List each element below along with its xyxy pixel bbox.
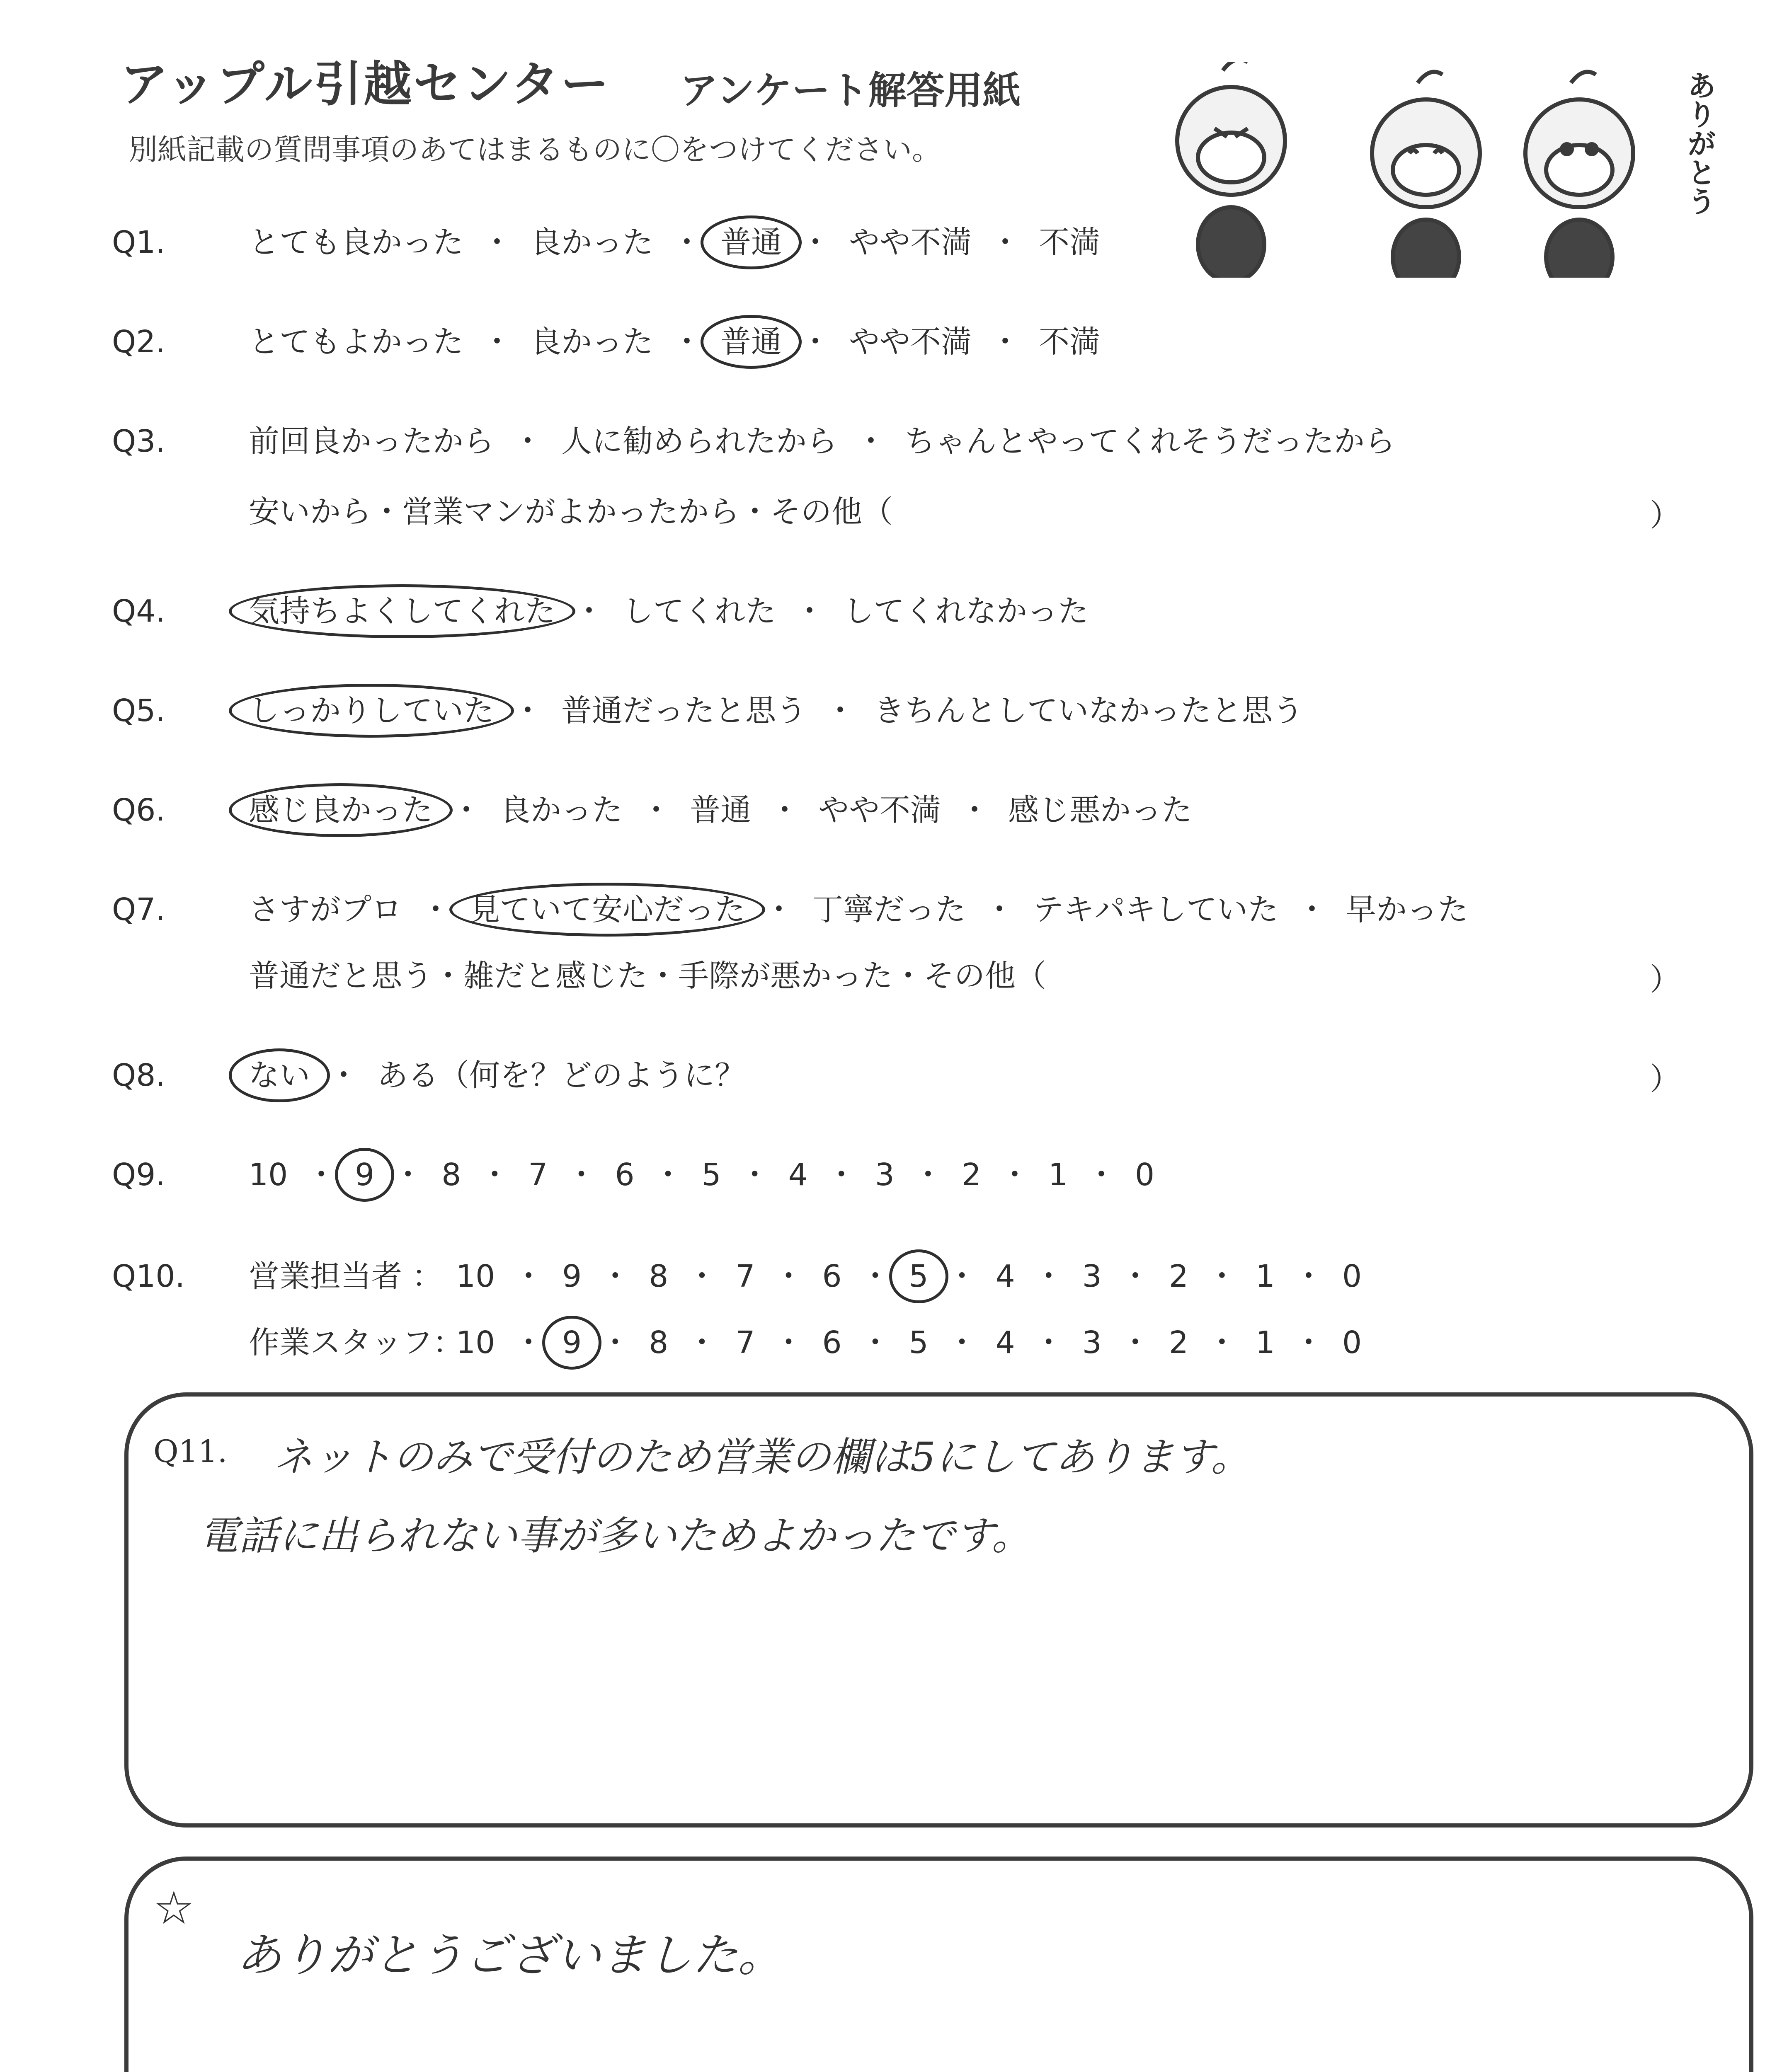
q10-sales-score[interactable]: 8	[649, 1259, 669, 1294]
question-q3: Q3. 前回良かったから ・ 人に勧められたから ・ ちゃんとやってくれそうだったから	[112, 421, 1395, 462]
q9-score[interactable]: 7	[528, 1157, 548, 1193]
q7-option[interactable]: 普通だと思う	[249, 958, 433, 994]
q6-option[interactable]: 感じ悪かった	[1008, 792, 1192, 828]
q1-option[interactable]: やや不満	[849, 225, 972, 260]
q10-sales-label: 営業担当者 ：	[249, 1259, 443, 1294]
q9-score[interactable]: 0	[1135, 1157, 1155, 1193]
question-number: Q9.	[112, 1157, 165, 1193]
q5-option-selected[interactable]: しっかりしていた	[249, 693, 494, 729]
q5-option[interactable]: きちんとしていなかったと思う	[874, 693, 1303, 729]
q6-option[interactable]: 普通	[690, 792, 751, 828]
thanks-comment-box[interactable]	[124, 1857, 1753, 2072]
question-number: Q10.	[112, 1259, 185, 1294]
q9-score[interactable]: 2	[961, 1157, 981, 1193]
q2-option[interactable]: とてもよかった	[249, 324, 463, 360]
question-number: Q1.	[112, 225, 165, 260]
q7-option[interactable]: さすがプロ	[249, 892, 402, 927]
q11-label: Q11.	[153, 1434, 228, 1469]
q10-sales-score[interactable]: 4	[995, 1259, 1015, 1294]
q8-option[interactable]: ある（何を？どのように？	[377, 1058, 745, 1093]
q10-sales-score[interactable]: 1	[1255, 1259, 1275, 1294]
question-number: Q5.	[112, 693, 165, 729]
q7-option[interactable]: テキパキしていた	[1033, 892, 1278, 927]
q10-staff-score[interactable]: 3	[1082, 1325, 1102, 1360]
q11-handwritten-line-2: 電話に出られない事が多いためよかったです。	[199, 1513, 1032, 1559]
question-q9: Q9. 10 ・ 9 ・ 8 ・ 7 ・ 6 ・ 5 ・ 4 ・ 3 ・ 2 ・ 1 ・ 0	[112, 1154, 1154, 1196]
question-number: Q8.	[112, 1058, 165, 1093]
q10-staff-score[interactable]: 10	[456, 1325, 495, 1360]
form-subtitle: アンケート解答用紙	[680, 68, 1021, 113]
question-q7-line2: 普通だと思う・雑だと感じた・手際が悪かった・その他（	[249, 958, 1046, 994]
q10-staff-score-selected[interactable]: 9	[562, 1325, 582, 1360]
q7-close-paren: ）	[1650, 962, 1680, 997]
q7-option-other[interactable]: その他（	[924, 958, 1046, 994]
q10-sales-score[interactable]: 2	[1169, 1259, 1188, 1294]
q9-score[interactable]: 5	[701, 1157, 721, 1193]
q4-option-selected[interactable]: 気持ちよくしてくれた	[249, 593, 555, 629]
q7-option[interactable]: 丁寧だった	[812, 892, 966, 927]
q1-option[interactable]: とても良かった	[249, 225, 463, 260]
question-q10-sales: Q10. 営業担当者 ： 10 ・ 9 ・ 8 ・ 7 ・ 6 ・ 5 ・ 4 ・ 3 ・ 2 ・ 1 ・ 0	[112, 1256, 1362, 1297]
q10-sales-score[interactable]: 3	[1082, 1259, 1102, 1294]
q10-sales-score[interactable]: 7	[735, 1259, 755, 1294]
q4-option[interactable]: してくれた	[623, 593, 776, 629]
q2-option[interactable]: 良かった	[531, 324, 653, 360]
q9-score[interactable]: 1	[1048, 1157, 1068, 1193]
mascot-monkeys-illustration	[1152, 62, 1724, 278]
question-number: Q3.	[112, 424, 165, 459]
thanks-handwritten-text: ありがとうございました。	[236, 1929, 783, 1982]
mascot-caption: ありがとう	[1683, 70, 1717, 215]
q3-option[interactable]: 営業マンがよかったから	[402, 494, 739, 530]
q3-option-selected[interactable]: 安いから	[249, 494, 371, 530]
q2-option[interactable]: 不満	[1039, 324, 1100, 360]
q1-option[interactable]: 良かった	[531, 225, 653, 260]
q1-option[interactable]: 不満	[1039, 225, 1100, 260]
q9-score[interactable]: 6	[615, 1157, 635, 1193]
q10-sales-score[interactable]: 10	[456, 1259, 495, 1294]
q2-option[interactable]: やや不満	[849, 324, 972, 360]
q6-option[interactable]: 良かった	[500, 792, 623, 828]
q9-score[interactable]: 8	[441, 1157, 461, 1193]
q7-option[interactable]: 手際が悪かった	[678, 958, 893, 994]
q10-staff-score[interactable]: 5	[909, 1325, 929, 1360]
form-title: アップル引越センター	[120, 56, 611, 112]
question-q6: Q6. 感じ良かった ・ 良かった ・ 普通 ・ やや不満 ・ 感じ悪かった	[112, 789, 1192, 831]
q3-close-paren: ）	[1650, 498, 1680, 533]
q10-sales-score[interactable]: 9	[562, 1259, 582, 1294]
q3-option[interactable]: 前回良かったから	[249, 424, 494, 459]
q7-option[interactable]: 早かった	[1346, 892, 1468, 927]
question-number: Q6.	[112, 792, 165, 828]
q8-option-selected[interactable]: ない	[249, 1058, 310, 1093]
q9-score[interactable]: 4	[788, 1157, 808, 1193]
question-q4: Q4. 気持ちよくしてくれた ・ してくれた ・ してくれなかった	[112, 591, 1089, 632]
q10-sales-score-selected[interactable]: 5	[909, 1259, 929, 1294]
q2-option-selected[interactable]: 普通	[720, 324, 782, 360]
q3-option[interactable]: 人に勧められたから	[561, 424, 837, 459]
question-number: Q2.	[112, 324, 165, 360]
q10-staff-score[interactable]: 1	[1255, 1325, 1275, 1360]
q7-option[interactable]: 雑だと感じた	[463, 958, 647, 994]
q9-score[interactable]: 10	[249, 1157, 288, 1193]
q3-option[interactable]: ちゃんとやってくれそうだったから	[904, 424, 1395, 459]
q10-staff-score[interactable]: 0	[1342, 1325, 1362, 1360]
q3-option-other[interactable]: その他（	[770, 494, 893, 530]
q8-close-paren: ）	[1650, 1061, 1680, 1097]
question-q5: Q5. しっかりしていた ・ 普通だったと思う ・ きちんとしていなかったと思う	[112, 690, 1303, 731]
question-q7: Q7. さすがプロ ・ 見ていて安心だった ・ 丁寧だった ・ テキパキしていた ・ 早かった	[112, 889, 1468, 930]
q7-option-selected[interactable]: 見ていて安心だった	[469, 892, 745, 927]
question-q3-line2: 安いから・営業マンがよかったから・その他（	[249, 494, 893, 530]
q9-score-selected[interactable]: 9	[355, 1157, 375, 1193]
q11-handwritten-line-1: ネットのみで受付のため営業の欄は5にしてあります。	[274, 1434, 1251, 1480]
q10-sales-score[interactable]: 6	[822, 1259, 842, 1294]
q6-option[interactable]: やや不満	[818, 792, 941, 828]
q5-option[interactable]: 普通だったと思う	[561, 693, 807, 729]
q10-staff-score[interactable]: 8	[649, 1325, 669, 1360]
form-instructions: 別紙記載の質問事項のあてはまるものに〇をつけてください。	[128, 133, 941, 167]
q10-staff-score[interactable]: 7	[735, 1325, 755, 1360]
question-q2: Q2. とてもよかった ・ 良かった ・ 普通 ・ やや不満 ・ 不満	[112, 321, 1100, 363]
q6-option-selected[interactable]: 感じ良かった	[249, 792, 433, 828]
question-number: Q4.	[112, 593, 165, 629]
q11-comment-box[interactable]	[124, 1392, 1753, 1828]
q10-staff-label: 作業スタッフ：	[249, 1325, 463, 1360]
question-q10-staff: 作業スタッフ：10 ・ 9 ・ 8 ・ 7 ・ 6 ・ 5 ・ 4 ・ 3 ・ 2 ・ 1 ・ 0	[112, 1322, 1362, 1363]
q9-score[interactable]: 3	[875, 1157, 895, 1193]
question-q1: Q1. とても良かった ・ 良かった ・ 普通 ・ やや不満 ・ 不満	[112, 222, 1100, 263]
star-icon: ☆	[153, 1881, 194, 1934]
q10-staff-score[interactable]: 2	[1169, 1325, 1188, 1360]
q10-staff-score[interactable]: 6	[822, 1325, 842, 1360]
question-number: Q7.	[112, 892, 165, 927]
question-q8: Q8. ない ・ ある（何を？どのように？	[112, 1055, 745, 1096]
q10-staff-score[interactable]: 4	[995, 1325, 1015, 1360]
q4-option[interactable]: してくれなかった	[843, 593, 1089, 629]
q10-sales-score[interactable]: 0	[1342, 1259, 1362, 1294]
q1-option-selected[interactable]: 普通	[720, 225, 782, 260]
